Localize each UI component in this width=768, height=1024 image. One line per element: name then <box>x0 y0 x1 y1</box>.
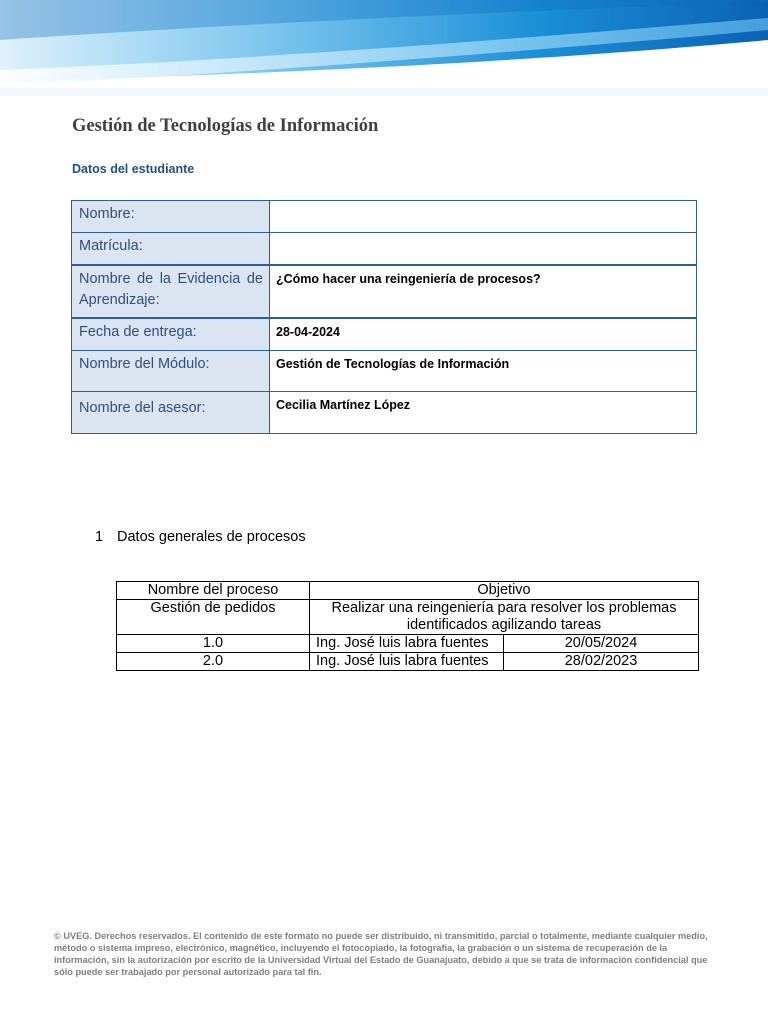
evidence-name-value: ¿Cómo hacer una reingeniería de procesos? <box>270 265 697 318</box>
table-row <box>117 600 699 635</box>
row-label: Nombre de la Evidencia de Aprendizaje: <box>72 265 270 318</box>
table-row <box>72 233 697 266</box>
column-header: Nombre del proceso <box>117 582 310 600</box>
student-data-heading: Datos del estudiante <box>72 162 195 176</box>
advisor-name-value: Cecilia Martínez López <box>270 392 697 434</box>
section-number: 1 <box>95 529 104 545</box>
table-cell: 20/05/2024 <box>504 635 699 653</box>
row-label: Fecha de entrega: <box>72 318 270 351</box>
column-header: Objetivo <box>310 582 699 600</box>
row-label: Nombre del Módulo: <box>72 351 270 392</box>
table-row <box>117 653 699 671</box>
table-cell: Gestión de pedidos <box>117 600 310 635</box>
table-cell: 1.0 <box>117 635 310 653</box>
table-row <box>72 201 697 233</box>
table-row <box>72 318 697 351</box>
copyright-notice: © UVEG. Derechos reservados. El contenido de este formato no puede ser distribuido, ni transmitido, parcial o totalmente, mediante cualquier medio, método o sistema impreso, electrónico, magnético, incluyendo el fotocopiado, la fotografía, la grabación o un sistema de recuperación de la información, sin la autorización por escrito de la Universidad Virtual del Estado de Guanajuato, debido a que se trata de información confidencial que sólo puede ser trabajado por personal autorizado para tal fin. <box>54 931 708 977</box>
table-cell: Ing. José luis labra fuentes <box>310 653 504 671</box>
enrollment-field[interactable] <box>270 233 697 266</box>
process-table <box>116 581 699 671</box>
name-field[interactable] <box>270 201 697 233</box>
table-row <box>72 351 697 392</box>
header-banner <box>0 0 768 96</box>
table-cell: 28/02/2023 <box>504 653 699 671</box>
document-title: Gestión de Tecnologías de Información <box>72 116 379 136</box>
section-title: Datos generales de procesos <box>117 529 306 545</box>
due-date-value: 28-04-2024 <box>270 318 697 351</box>
table-row <box>72 392 697 434</box>
student-info-table <box>71 200 697 434</box>
table-row <box>117 635 699 653</box>
row-label: Matrícula: <box>72 233 270 266</box>
table-cell: Realizar una reingeniería para resolver los problemas identificados agilizando tareas <box>310 600 699 635</box>
module-name-value: Gestión de Tecnologías de Información <box>270 351 697 392</box>
table-cell: 2.0 <box>117 653 310 671</box>
row-label: Nombre del asesor: <box>72 392 270 434</box>
row-label: Nombre: <box>72 201 270 233</box>
table-header-row <box>117 582 699 600</box>
table-row <box>72 265 697 318</box>
table-cell: Ing. José luis labra fuentes <box>310 635 504 653</box>
